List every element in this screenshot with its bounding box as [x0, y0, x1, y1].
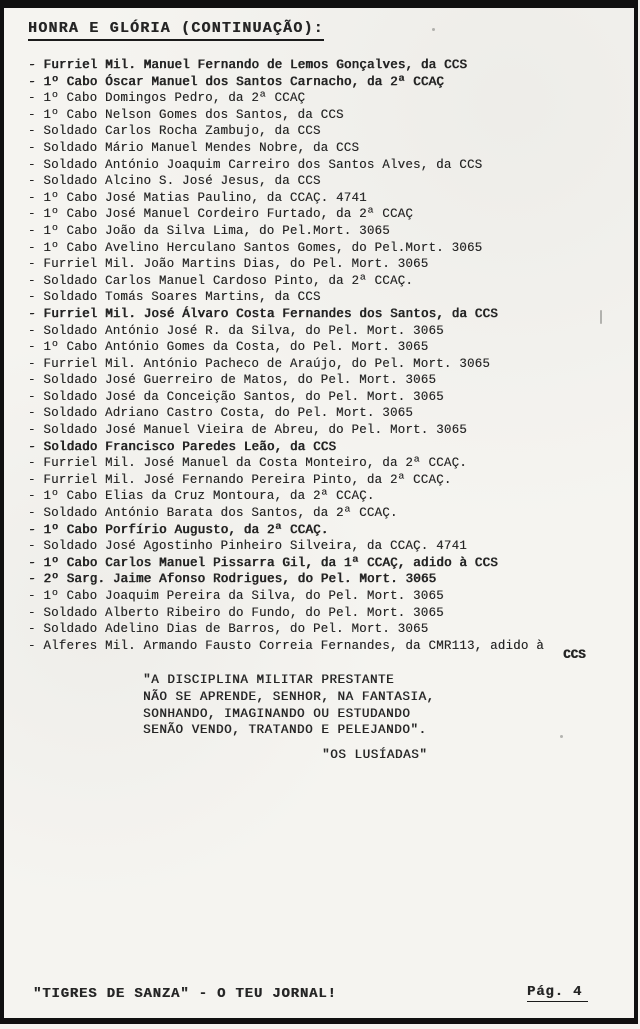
roster-item: - Furriel Mil. José Fernando Pereira Pinto, da 2ª CCAÇ. [28, 472, 452, 487]
quote-line: "A DISCIPLINA MILITAR PRESTANTE [143, 673, 395, 687]
roster-item: - 1º Cabo Nelson Gomes dos Santos, da CCS [28, 107, 344, 122]
roster-item: - Soldado António José R. da Silva, do Pel. Mort. 3065 [28, 323, 444, 338]
footer-page-number: Pág. 4 [527, 984, 588, 1002]
roster-item: - Furriel Mil. José Álvaro Costa Fernandes dos Santos, da CCS [28, 306, 498, 321]
roster-item: - Alferes Mil. Armando Fausto Correia Fernandes, da CMR113, adido à [28, 638, 544, 653]
roster-item: - 1º Cabo José Matias Paulino, da CCAÇ. 4741 [28, 190, 367, 205]
roster-item: - Soldado Carlos Rocha Zambujo, da CCS [28, 124, 321, 139]
roster-item: - Soldado José Agostinho Pinheiro Silveira, da CCAÇ. 4741 [28, 539, 467, 554]
roster-item: - Soldado Alcino S. José Jesus, da CCS [28, 174, 321, 189]
roster-item: - Soldado Mário Manuel Mendes Nobre, da CCS [28, 140, 360, 155]
roster-item: - Soldado José Manuel Vieira de Abreu, do Pel. Mort. 3065 [28, 423, 467, 438]
roster-item: - 1º Cabo Joaquim Pereira da Silva, do Pel. Mort. 3065 [28, 589, 444, 603]
quote-line: NÃO SE APRENDE, SENHOR, NA FANTASIA, [143, 689, 435, 704]
roster-overflow-ccs: CCS [563, 648, 586, 662]
roster-item: - 1º Cabo Óscar Manuel dos Santos Carnacho, da 2ª CCAÇ [28, 74, 444, 89]
roster-item: - Soldado Carlos Manuel Cardoso Pinto, da 2ª CCAÇ. [28, 273, 414, 288]
roster-item: - Soldado Tomás Soares Martins, da CCS [28, 290, 321, 305]
quote-block [143, 672, 435, 739]
roster-item: - 1º Cabo Elias da Cruz Montoura, da 2ª CCAÇ. [28, 489, 375, 504]
roster-item: - Soldado Adriano Castro Costa, do Pel. Mort. 3065 [28, 406, 414, 421]
roster-item: - 1º Cabo João da Silva Lima, do Pel.Mort. 3065 [28, 223, 390, 238]
roster-item: - Furriel Mil. José Manuel da Costa Monteiro, da 2ª CCAÇ. [28, 456, 467, 471]
roster-item: - Furriel Mil. António Pacheco de Araújo, do Pel. Mort. 3065 [28, 356, 491, 371]
roster-item: - Furriel Mil. João Martins Dias, do Pel. Mort. 3065 [28, 257, 429, 272]
roster-item: - 1º Cabo Domingos Pedro, da 2ª CCAÇ [28, 91, 306, 106]
roster-item: - Soldado José da Conceição Santos, do Pel. Mort. 3065 [28, 389, 444, 404]
roster-item: - 1º Cabo António Gomes da Costa, do Pel. Mort. 3065 [28, 340, 429, 355]
roster-item: - Soldado Francisco Paredes Leão, da CCS [28, 439, 337, 454]
scan-speck [560, 735, 563, 738]
scan-speck [432, 28, 435, 31]
roster-item: - Furriel Mil. Manuel Fernando de Lemos Gonçalves, da CCS [28, 58, 467, 72]
roster-item: - 1º Cabo Carlos Manuel Pissarra Gil, da 1ª CCAÇ, adido à CCS [28, 555, 498, 570]
quote-line: SENÃO VENDO, TRATANDO E PELEJANDO". [143, 723, 427, 738]
roster-item: - Soldado Alberto Ribeiro do Fundo, do Pel. Mort. 3065 [28, 605, 444, 620]
page-title: HONRA E GLÓRIA (CONTINUAÇÃO): [28, 20, 324, 41]
roster-item: - Soldado Adelino Dias de Barros, do Pel. Mort. 3065 [28, 622, 429, 637]
footer-journal-title: "TIGRES DE SANZA" - O TEU JORNAL! [33, 986, 337, 1002]
roster-item: - 1º Cabo Porfírio Augusto, da 2ª CCAÇ. [28, 522, 329, 537]
roster-item: - 1º Cabo José Manuel Cordeiro Furtado, da 2ª CCAÇ [28, 207, 414, 222]
quote-line: SONHANDO, IMAGINANDO OU ESTUDANDO [143, 706, 411, 721]
roster-item: - 2º Sarg. Jaime Afonso Rodrigues, do Pel. Mort. 3065 [28, 572, 437, 587]
roster-item: - Soldado José Guerreiro de Matos, do Pel. Mort. 3065 [28, 373, 437, 388]
roster-item: - Soldado António Barata dos Santos, da 2ª CCAÇ. [28, 506, 398, 521]
quote-attribution: "OS LUSÍADAS" [322, 748, 428, 762]
roster-item: - Soldado António Joaquim Carreiro dos Santos Alves, da CCS [28, 157, 483, 172]
roster-item: - 1º Cabo Avelino Herculano Santos Gomes, do Pel.Mort. 3065 [28, 240, 483, 255]
roster-list [28, 57, 632, 654]
